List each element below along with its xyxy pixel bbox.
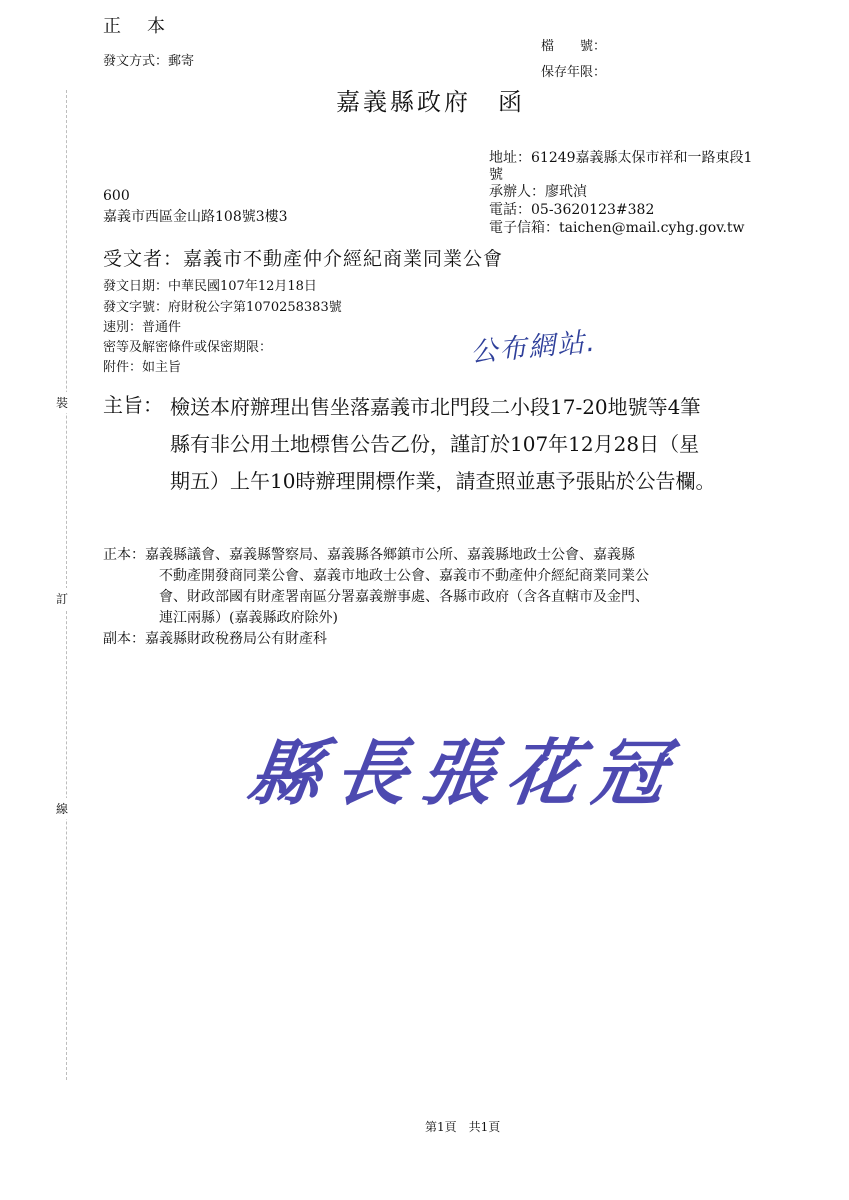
original-recipients-line-1: 正本：嘉義縣議會、嘉義縣警察局、嘉義縣各鄉鎮市公所、嘉義縣地政士公會、嘉義縣 <box>103 547 635 563</box>
recipient: 受文者：嘉義市不動產仲介經紀商業同業公會 <box>103 248 504 270</box>
copy-type: 正 本 <box>103 16 169 37</box>
sender-email: 電子信箱：taichen@mail.cyhg.gov.tw <box>489 220 745 236</box>
original-recipients-line-4: 連江兩縣）(嘉義縣政府除外) <box>159 610 338 626</box>
handwritten-note: 公布網站. <box>469 326 598 369</box>
sender-phone: 電話：05-3620123#382 <box>489 202 655 218</box>
binding-mark-ding: 訂 <box>56 588 68 609</box>
binding-mark-xian: 線 <box>56 798 68 819</box>
recipient-zip: 600 <box>103 188 130 204</box>
delivery-method: 發文方式：郵寄 <box>103 54 195 69</box>
original-recipients-line-2: 不動產開發商同業公會、嘉義市地政士公會、嘉義市不動產仲介經紀商業同業公 <box>159 568 649 584</box>
binding-line <box>66 90 67 1080</box>
signature-stamp: 縣長張花冠 <box>243 730 686 815</box>
subject-line-3: 期五）上午10時辦理開標作業，請查照並惠予張貼於公告欄。 <box>170 469 716 493</box>
file-number: 檔 號： <box>541 39 607 54</box>
secrecy-level: 密等及解密條件或保密期限： <box>103 340 273 355</box>
delivery-speed: 速別：普通件 <box>103 320 182 335</box>
distribution-list <box>103 545 783 650</box>
original-recipients-line-3: 會、財政部國有財產署南區分署嘉義辦事處、各縣市政府（含各直轄市及金門、 <box>159 589 649 605</box>
sender-handler: 承辦人：廖玳湞 <box>489 184 587 200</box>
retention-period: 保存年限： <box>541 65 607 80</box>
subject-line-1: 檢送本府辦理出售坐落嘉義市北門段二小段17-20地號等4筆 <box>170 395 701 419</box>
sender-address: 地址：61249嘉義縣太保市祥和一路東段1 <box>489 150 753 166</box>
document-title: 嘉義縣政府 函 <box>336 88 525 116</box>
page-footer: 第1頁 共1頁 <box>425 1120 501 1134</box>
subject-line-2: 縣有非公用土地標售公告乙份，謹訂於107年12月28日（星 <box>170 432 700 456</box>
issue-date: 發文日期：中華民國107年12月18日 <box>103 279 317 294</box>
subject-label: 主旨： <box>103 393 163 417</box>
binding-mark-zhuang: 裝 <box>56 392 68 413</box>
sender-address-cont: 號 <box>489 167 503 183</box>
document-number: 發文字號：府財稅公字第1070258383號 <box>103 300 342 315</box>
copy-recipients: 副本：嘉義縣財政稅務局公有財產科 <box>103 631 327 647</box>
attachment: 附件：如主旨 <box>103 360 182 375</box>
recipient-street: 嘉義市西區金山路108號3樓3 <box>103 209 288 225</box>
subject-body <box>170 389 790 500</box>
